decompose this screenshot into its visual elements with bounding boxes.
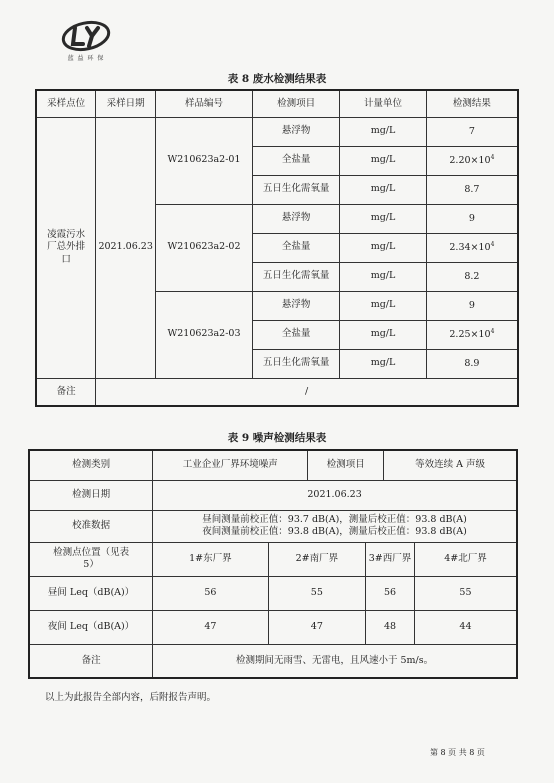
header-cell: 检测结果 — [426, 90, 518, 117]
night-leq-value: 47 — [153, 610, 268, 644]
night-leq-value: 48 — [366, 610, 415, 644]
result-cell: 8.2 — [426, 262, 518, 291]
date-label: 检测日期 — [29, 480, 153, 510]
unit-cell: mg/L — [340, 262, 427, 291]
unit-cell: mg/L — [340, 117, 427, 146]
result-cell: $2.34\times 10^4$ — [426, 233, 518, 262]
header-cell: 计量单位 — [340, 90, 427, 117]
result-cell: 7 — [426, 117, 518, 146]
header-cell: 采样点位 — [36, 90, 96, 117]
item-cell: 悬浮物 — [252, 117, 339, 146]
sampling-site-cell: 凌霞污水厂总外排口 — [36, 117, 96, 378]
calibration-row — [29, 510, 517, 542]
company-logo — [58, 20, 114, 68]
unit-cell: mg/L — [340, 233, 427, 262]
remark-label: 备注 — [36, 378, 96, 406]
day-leq-value: 55 — [414, 576, 517, 610]
unit-cell: mg/L — [340, 349, 427, 378]
remark-label: 备注 — [29, 644, 153, 678]
calibration-line-day: 昼间测量前校正值：93.7 dB(A)，测量后校正值：93.8 dB(A) — [202, 513, 467, 525]
unit-cell: mg/L — [340, 291, 427, 320]
calibration-label: 校准数据 — [29, 510, 153, 542]
position-cell: 3#西厂界 — [366, 542, 415, 576]
unit-cell: mg/L — [340, 175, 427, 204]
remark-value: 检测期间无雨雪、无雷电，且风速小于 5m/s。 — [153, 644, 517, 678]
noise-remark-row — [29, 644, 517, 678]
report-end-note: 以上为此报告全部内容，后附报告声明。 — [45, 692, 217, 703]
type-value: 工业企业厂界环境噪声 — [153, 450, 308, 480]
item-cell: 五日生化需氧量 — [252, 262, 339, 291]
table8-header-row — [36, 90, 518, 117]
remark-value: / — [96, 378, 518, 406]
result-cell: $2.20\times 10^4$ — [426, 146, 518, 175]
item-cell: 全盐量 — [252, 320, 339, 349]
position-label: 检测点位置（见表 5） — [29, 542, 153, 576]
table8-remark-row — [36, 378, 518, 406]
type-label: 检测类别 — [29, 450, 153, 480]
result-cell: 9 — [426, 291, 518, 320]
position-cell: 1#东厂界 — [153, 542, 268, 576]
item-cell: 全盐量 — [252, 146, 339, 175]
item-cell: 悬浮物 — [252, 291, 339, 320]
item-cell: 五日生化需氧量 — [252, 349, 339, 378]
table-row — [36, 117, 518, 146]
ly-logo-icon — [61, 20, 111, 52]
item-value: 等效连续 A 声级 — [384, 450, 517, 480]
header-cell: 样品编号 — [156, 90, 253, 117]
table9-caption: 表 9 噪声检测结果表 — [227, 432, 327, 444]
sampling-date-cell: 2021.06.23 — [96, 117, 156, 378]
unit-cell: mg/L — [340, 320, 427, 349]
table8-caption: 表 8 废水检测结果表 — [227, 73, 327, 85]
day-leq-label: 昼间 Leq（dB(A)） — [29, 576, 153, 610]
unit-cell: mg/L — [340, 204, 427, 233]
result-cell: $2.25\times 10^4$ — [426, 320, 518, 349]
item-label: 检测项目 — [308, 450, 384, 480]
header-cell: 检测项目 — [252, 90, 339, 117]
noise-results-table — [28, 449, 518, 679]
noise-type-row — [29, 450, 517, 480]
position-cell: 4#北厂界 — [414, 542, 517, 576]
page-number: 第 8 页 共 8 页 — [430, 748, 485, 757]
day-leq-value: 55 — [268, 576, 366, 610]
unit-cell: mg/L — [340, 146, 427, 175]
result-cell: 8.7 — [426, 175, 518, 204]
positions-row — [29, 542, 517, 576]
result-cell: 8.9 — [426, 349, 518, 378]
header-cell: 采样日期 — [96, 90, 156, 117]
day-leq-value: 56 — [366, 576, 415, 610]
logo-text: 蓝 益 环 保 — [67, 55, 105, 62]
position-cell: 2#南厂界 — [268, 542, 366, 576]
result-cell: 9 — [426, 204, 518, 233]
sample-id-cell: W210623a2-02 — [156, 204, 253, 291]
date-value: 2021.06.23 — [153, 480, 517, 510]
noise-date-row — [29, 480, 517, 510]
calibration-value — [153, 510, 517, 542]
night-leq-row — [29, 610, 517, 644]
item-cell: 悬浮物 — [252, 204, 339, 233]
night-leq-label: 夜间 Leq（dB(A)） — [29, 610, 153, 644]
sample-id-cell: W210623a2-01 — [156, 117, 253, 204]
day-leq-row — [29, 576, 517, 610]
item-cell: 全盐量 — [252, 233, 339, 262]
item-cell: 五日生化需氧量 — [252, 175, 339, 204]
sample-id-cell: W210623a2-03 — [156, 291, 253, 378]
night-leq-value: 47 — [268, 610, 366, 644]
calibration-line-night: 夜间测量前校正值：93.8 dB(A)，测量后校正值：93.8 dB(A) — [202, 526, 467, 537]
wastewater-results-table — [35, 89, 519, 407]
day-leq-value: 56 — [153, 576, 268, 610]
night-leq-value: 44 — [414, 610, 517, 644]
